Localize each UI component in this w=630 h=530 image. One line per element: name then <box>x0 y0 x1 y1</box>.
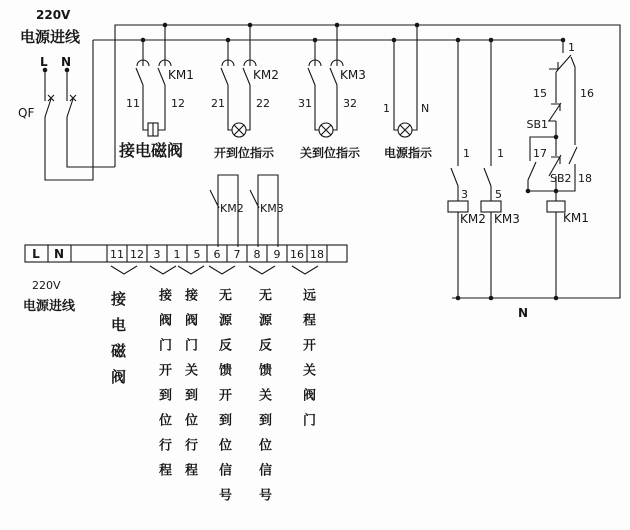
incoming-label: 电源进线 <box>20 28 81 46</box>
km2-contact-left <box>221 40 234 130</box>
terminal-strip-dividers <box>48 245 327 262</box>
strip-cell-3: 3 <box>153 248 161 261</box>
km1-term-left: 11 <box>126 97 140 110</box>
feedback-km3-label: KM3 <box>260 202 284 215</box>
km3-coil-icon <box>481 201 501 212</box>
km3-coil-label: KM3 <box>494 212 520 226</box>
km1-coil-label: KM1 <box>563 211 589 225</box>
wire18-label: 18 <box>578 172 592 185</box>
pilot-term-right: N <box>421 102 430 115</box>
phase-L-label: L <box>40 55 48 69</box>
main-branch-wire1: 1 <box>568 41 575 54</box>
strip-cell-16: 16 <box>290 248 304 261</box>
strip-cell-11: 11 <box>110 248 124 261</box>
close-branch-wire1: 1 <box>497 147 504 160</box>
sb2-label: SB2 <box>550 172 572 185</box>
km2-coil-icon <box>448 201 468 212</box>
km2-term-right: 22 <box>256 97 270 110</box>
group-brace-remote <box>292 266 318 274</box>
neutral-rail-label: N <box>518 306 529 320</box>
open-branch-wire1: 1 <box>463 147 470 160</box>
km3-contact-left <box>308 40 321 130</box>
pilot-wire-right <box>412 25 417 130</box>
strip-cell-8: 8 <box>253 248 261 261</box>
caption-power-indicator: 电源指示 <box>384 146 433 160</box>
km2-term-left: 21 <box>211 97 225 110</box>
km2-contact-label: KM2 <box>253 68 279 82</box>
caption-close-indicator: 关到位指示 <box>300 146 361 160</box>
strip-cell-L: L <box>32 247 40 261</box>
vcaption-remote: 远程开关阀门 <box>300 288 315 438</box>
open-lamp-cross <box>234 125 244 135</box>
strip-cell-6: 6 <box>213 248 221 261</box>
open-branch-wire3: 3 <box>461 188 468 201</box>
km1-contact-left <box>136 40 149 130</box>
strip-feed-label: 电源进线 <box>23 299 76 314</box>
pilot-wire-left <box>394 40 398 130</box>
power-lamp-cross <box>400 125 410 135</box>
vcaption-open-feedback: 无源反馈开到位信号 <box>216 288 231 513</box>
wire15-label: 15 <box>533 87 547 100</box>
caption-open-indicator: 开到位指示 <box>214 146 275 160</box>
bus-lines <box>93 25 620 298</box>
km1-term-right: 12 <box>171 97 185 110</box>
close-branch-wire5: 5 <box>495 188 502 201</box>
neutral-bus <box>115 25 620 298</box>
km3-coil-wire <box>484 40 491 298</box>
sb1-stop-button <box>548 103 561 137</box>
wire16-holding-branch <box>556 57 577 191</box>
strip-cell-9: 9 <box>273 248 281 261</box>
vcaption-solenoid: 接电磁阀 <box>109 291 127 395</box>
neutral-N-label: N <box>61 55 72 69</box>
km3-contact-label: KM3 <box>340 68 366 82</box>
breaker-QF-label: QF <box>18 106 35 120</box>
control-start-stop-branch <box>528 40 577 298</box>
group-brace-open-feedback <box>209 266 235 274</box>
incoming-voltage: 220V <box>36 8 71 22</box>
sb1-label: SB1 <box>526 118 548 131</box>
wire17-label: 17 <box>533 147 547 160</box>
branch-km3-close-lamp <box>308 25 343 137</box>
branch-km2-open-lamp <box>221 25 256 137</box>
group-brace-close-limit <box>178 266 204 274</box>
pilot-term-left: 1 <box>383 102 390 115</box>
strip-cell-1: 1 <box>173 248 181 261</box>
strip-cell-12: 12 <box>130 248 144 261</box>
group-brace-open-limit <box>150 266 176 274</box>
strip-cell-N: N <box>53 247 65 261</box>
vcaption-open-limit: 接阀门开到位行程 <box>156 288 171 488</box>
km1-contact-label: KM1 <box>168 68 194 82</box>
feedback-km2-label: KM2 <box>220 202 244 215</box>
strip-cell-7: 7 <box>233 248 241 261</box>
caption-solenoid: 接电磁阀 <box>119 141 184 160</box>
control-km2-coil-branch <box>448 40 468 298</box>
group-brace-solenoid <box>111 266 137 274</box>
incoming-feed <box>45 40 115 180</box>
control-km3-coil-branch <box>481 40 501 298</box>
branch-km1-solenoid <box>136 25 171 136</box>
wire16-label: 16 <box>580 87 594 100</box>
group-brace-close-feedback <box>249 266 275 274</box>
km2-coil-wire <box>451 40 458 298</box>
vcaption-close-limit: 接阀门关到位行程 <box>182 288 197 488</box>
wire-N-feed <box>67 70 115 167</box>
branch-power-lamp <box>394 25 417 137</box>
close-lamp-cross <box>321 125 331 135</box>
km3-term-left: 31 <box>298 97 312 110</box>
strip-cell-5: 5 <box>193 248 201 261</box>
km2-coil-label: KM2 <box>460 212 486 226</box>
km3-term-right: 32 <box>343 97 357 110</box>
strip-cell-18: 18 <box>310 248 324 261</box>
strip-voltage: 220V <box>32 279 61 292</box>
vcaption-close-feedback: 无源反馈关到位信号 <box>256 288 271 513</box>
